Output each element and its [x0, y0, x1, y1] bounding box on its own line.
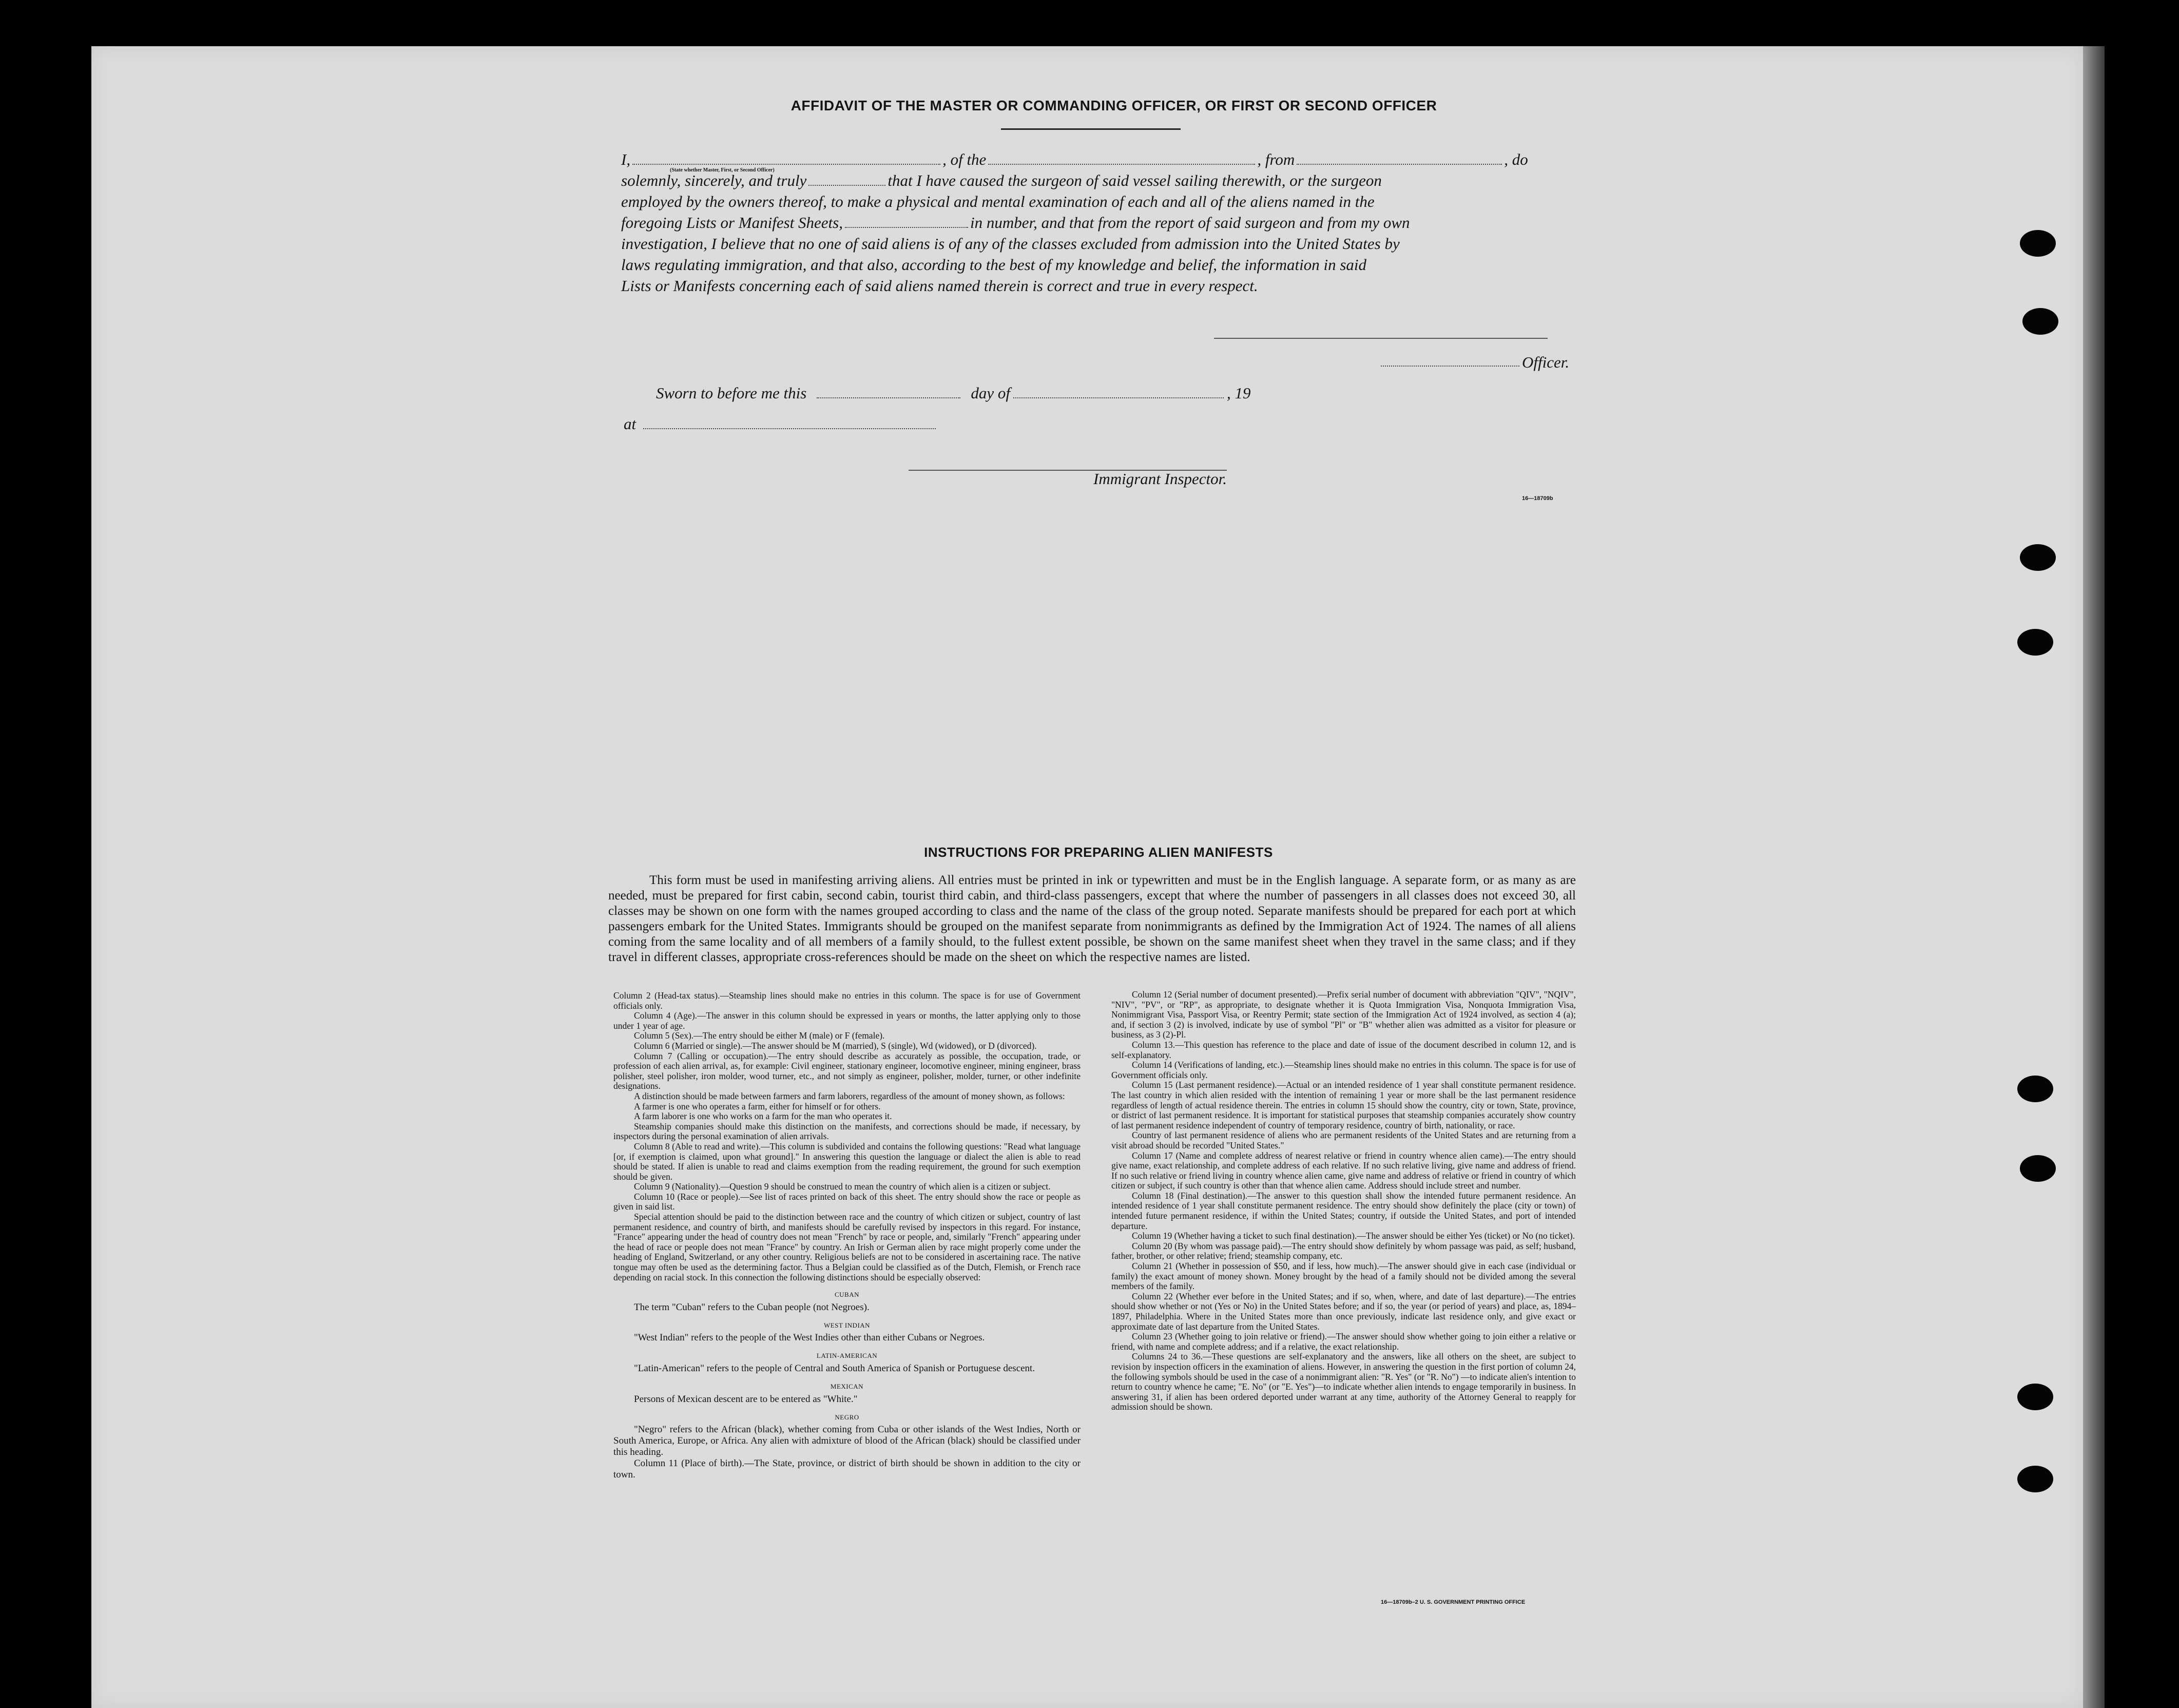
officer-label: Officer.	[1522, 353, 1570, 371]
printing-office-footer: 16—18709b–2 U. S. GOVERNMENT PRINTING OFFICE	[1381, 1599, 1526, 1605]
instructions-intro: This form must be used in manifesting arriving aliens. All entries must be printed in ink or typewritten and must be in the English language. A separate form, or as many as are needed, must be prepared for first cabin, second cabin, tourist third cabin, and third-class passengers, except that where the number of passengers in all classes does not exceed 30, all classes may be shown on one form with the names grouped according to class and the name of the class of the group noted. Separate manifests should be prepared for each port at which passengers embark for the United States. Immigrants should be grouped on the manifest separate from nonimmigrants as defined by the Immigration Act of 1924. The names of all aliens coming from the same locality and of all members of a family should, to the fullest extent possible, be shown on the same manifest sheet when they travel in the same class; and if they travel in different classes, appropriate cross-references should be made on the sheet on which the respective names are listed.	[608, 873, 1576, 964]
vessel-name-field[interactable]	[988, 155, 1255, 165]
form-number: 16—18709b	[1522, 495, 1553, 502]
rank-note: (State whether Master, First, or Second Officer)	[670, 167, 775, 173]
instruction-paragraph: Column 14 (Verifications of landing, etc.).—Steamship lines should make no entries in this column. The space is for use of Government officials only.	[1111, 1060, 1576, 1080]
instruction-paragraph: Column 10 (Race or people).—See list of races printed on back of this sheet. The entry should show the race or people as given in said list.	[613, 1191, 1081, 1212]
punch-hole	[2017, 1466, 2053, 1492]
affidavit-line-5	[621, 233, 1581, 254]
sworn-month-field[interactable]	[1013, 388, 1224, 398]
instructions-title: INSTRUCTIONS FOR PREPARING ALIEN MANIFESTS	[924, 845, 1273, 860]
affidavit-title: AFFIDAVIT OF THE MASTER OR COMMANDING OFFICER, OR FIRST OR SECOND OFFICER	[790, 98, 1437, 113]
punch-hole	[2017, 1384, 2053, 1410]
race-heading: WEST INDIAN	[823, 1321, 871, 1329]
officer-field[interactable]	[1381, 366, 1519, 367]
race-heading: NEGRO	[835, 1413, 859, 1421]
inspector-label: Immigrant Inspector.	[1093, 470, 1227, 488]
instruction-paragraph: "Negro" refers to the African (black), whether coming from Cuba or other islands of the West Indies, North or South America, Europe, or Africa. Any alien with admixture of blood of the African (black) should be classified under this heading.	[613, 1424, 1081, 1458]
affidavit-from: , from	[1257, 150, 1295, 168]
affidavit-text: solemnly, sincerely, and truly	[621, 171, 807, 189]
instruction-paragraph: Persons of Mexican descent are to be entered as "White."	[634, 1393, 858, 1405]
instruction-paragraph: Column 8 (Able to read and write).—This column is subdivided and contains the following questions: "Read what language [or, if exemption is claimed, upon what ground]." In answering this question the language or dialect the alien is able to read should be stated. If alien is unable to read and claims exemption from the reading requirement, the ground for such exemption should be given.	[613, 1141, 1081, 1182]
at-label: at	[624, 415, 637, 433]
instruction-paragraph: Column 13.—This question has reference to the place and date of issue of the document described in column 12, and is self-explanatory.	[1111, 1039, 1576, 1060]
instructions-left-column	[613, 991, 1081, 1481]
instruction-paragraph: Column 9 (Nationality).—Question 9 should be construed to mean the country of which alien is a citizen or subject.	[634, 1181, 1051, 1192]
instruction-paragraph: Special attention should be paid to the distinction between race and the country of which citizen or subject, country of last permanent residence, and country of birth, and manifests should be carefully revised by inspectors in this regard. For instance, "France" appearing under the head of country does not mean "French" by race or people, and, similarly "French" appearing under the head of race or people does not mean "France" by country. An Irish or German alien by race might properly come under the heading of England, Switzerland, or any other country. Religious beliefs are not to be considered in ascertaining race. The native tongue may often be used as the determining factor. Thus a Belgian could be classified as of the Dutch, Flemish, or French race depending on racial stock. In this connection the following distinctions should be especially observed:	[613, 1212, 1081, 1282]
affidavit-text: foregoing Lists or Manifest Sheets,	[621, 214, 843, 232]
affidavit-line-6	[621, 254, 1581, 275]
affidavit-do: , do	[1504, 150, 1528, 168]
title-rule	[1001, 128, 1181, 130]
affidavit-text: Lists or Manifests concerning each of said aliens named therein is correct and true in every respect.	[621, 277, 1258, 295]
affidavit-text: investigation, I believe that no one of said aliens is of any of the classes excluded from admission into the United States by	[621, 235, 1400, 253]
instruction-paragraph: Column 18 (Final destination).—The answer to this question shall show the intended future permanent residence. An intended residence of 1 year shall constitute permanent residence. The entry should show definitely the place (city or town) of intended future permanent residence, if within the United States; country, if outside the United States, and port of intended departure.	[1111, 1190, 1576, 1231]
punch-hole	[2020, 544, 2056, 571]
instruction-paragraph: Column 15 (Last permanent residence).—Actual or an intended residence of 1 year shall constitute permanent residence. The last country in which alien resided with the intention of remaining 1 year or more shall be the last permanent residence regardless of length of actual residence therein. The entries in column 15 should show the country, city or town, State, province, or district of last permanent residence. It is important for statistical purposes that steamship companies accurately show country of last permanent residence independent of country of temporary residence, country of birth, nationality, or race.	[1111, 1080, 1576, 1130]
punch-hole	[2020, 1155, 2056, 1182]
instruction-paragraph: Column 17 (Name and complete address of nearest relative or friend in country whence alien came).—The entry should give name, exact relationship, and complete address of each relative. If no such relative living, give name and address of friend. If no such relative or friend living in country whence alien came, give name and address of relative or friend in country of which citizen or subject, if such country is other than that whence alien came. Address should include street and number.	[1111, 1150, 1576, 1191]
instruction-paragraph: A farm laborer is one who works on a farm for the man who operates it.	[634, 1111, 892, 1122]
affidavit-text: that I have caused the surgeon of said vessel sailing therewith, or the surgeon	[888, 171, 1382, 189]
affidavit-line-1	[621, 149, 1581, 170]
instruction-paragraph: Steamship companies should make this distinction on the manifests, and corrections should be made, if necessary, by inspectors during the personal examination of alien arrivals.	[613, 1121, 1081, 1142]
race-heading: CUBAN	[834, 1291, 859, 1299]
instruction-paragraph: Column 19 (Whether having a ticket to such final destination).—The answer should be either Yes (ticket) or No (no ticket).	[1132, 1231, 1575, 1241]
race-heading: MEXICAN	[830, 1383, 864, 1390]
place-field[interactable]	[643, 419, 936, 429]
instruction-paragraph: A distinction should be made between farmers and farm laborers, regardless of the amount of money shown, as follows:	[634, 1090, 1065, 1101]
affidavit-text: employed by the owners thereof, to make a physical and mental examination of each and all of the aliens named in the	[621, 193, 1375, 210]
instruction-paragraph: Column 21 (Whether in possession of $50, and if less, how much).—The answer should give in each case (individual or family) the exact amount of money shown. Money brought by the head of a family should not be divided among the several members of the family.	[1111, 1261, 1576, 1292]
instruction-paragraph: Column 22 (Whether ever before in the United States; and if so, when, where, and date of last departure).—The entries should show whether or not (Yes or No) in the United States before; and if so, the year (or period of years) and place, as, 1894–1897, Philadelphia. Where in the United States more than once previously, indicate last residence only, and give exact or approximate date of last departure from the United States.	[1111, 1291, 1576, 1332]
instruction-paragraph: Column 23 (Whether going to join relative or friend).—The answer should show whether going to join either a relative or friend, with name and complete address; and if a relative, the exact relationship.	[1111, 1331, 1576, 1352]
sworn-year: , 19	[1226, 384, 1251, 402]
punch-hole	[2017, 1076, 2053, 1102]
punch-hole	[2020, 230, 2056, 257]
affidavit-line-3	[621, 191, 1581, 212]
instruction-paragraph: "West Indian" refers to the people of the West Indies other than either Cubans or Negroes.	[634, 1332, 985, 1344]
affidavit-line-7	[621, 275, 1581, 296]
affidavit-line-4	[621, 212, 1581, 233]
instruction-paragraph: Column 7 (Calling or occupation).—The entry should describe as accurately as possible, the occupation, trade, or profession of each alien arrival, as, for example: Civil engineer, stationary engineer, locomotive engineer, mining engineer, brass polisher, steel polisher, iron molder, wood turner, etc., and not simply as engineer, polisher, molder, turner, or other indefinite designations.	[613, 1050, 1081, 1091]
punch-hole	[2017, 629, 2053, 656]
instruction-paragraph: Column 5 (Sex).—The entry should be either M (male) or F (female).	[634, 1030, 885, 1041]
affidavit-text: in number, and that from the report of said surgeon and from my own	[970, 214, 1410, 232]
instruction-paragraph: Column 4 (Age).—The answer in this column should be expressed in years or months, the latter applying only to those under 1 year of age.	[613, 1010, 1081, 1031]
instructions-right-column	[1111, 990, 1576, 1412]
sworn-day-field[interactable]	[817, 388, 960, 398]
race-heading: LATIN-AMERICAN	[816, 1352, 878, 1360]
instruction-paragraph: Country of last permanent residence of aliens who are permanent residents of the United States and are returning from a visit abroad should be recorded "United States."	[1111, 1130, 1576, 1150]
signature-line[interactable]	[1214, 338, 1548, 339]
sworn-text: Sworn to before me this	[656, 384, 807, 402]
sworn-day-of: day of	[971, 384, 1010, 402]
at-line	[624, 415, 938, 433]
instruction-paragraph: Column 20 (By whom was passage paid).—The entry should show definitely by whom passage was paid, as self; husband, father, brother, or other relative; friend; steamship company, etc.	[1111, 1240, 1576, 1261]
affidavit-text: laws regulating immigration, and that also, according to the best of my knowledge and belief, the information in said	[621, 256, 1367, 274]
instruction-paragraph: Columns 24 to 36.—These questions are self-explanatory and the answers, like all others on the sheet, are subject to revision by inspection officers in the examination of aliens. However, in answering the question in the first portion of column 24, the following symbols should be used in the case of a nonimmigrant alien: "R. Yes" (or "R. No") —to indicate alien's intention to return to country whence he came; "E. No" (or "E. Yes")—to indicate whether alien intends to engage temporarily in business. In answering 31, if alien has been ordered deported under warrant at any time, authority of the Attorney General to reapply for admission should be shown.	[1111, 1351, 1576, 1412]
punch-hole	[2022, 308, 2058, 335]
instruction-paragraph: Column 2 (Head-tax status).—Steamship lines should make no entries in this column. The space is for use of Government officials only.	[613, 990, 1081, 1011]
officer-rank-field[interactable]	[632, 155, 940, 165]
affidavit-of: , of the	[942, 150, 987, 168]
affirmation-field[interactable]	[808, 176, 885, 186]
sworn-line	[656, 384, 1250, 402]
instruction-paragraph: "Latin-American" refers to the people of Central and South America of Spanish or Portuguese descent.	[634, 1363, 1035, 1374]
affidavit-i: I,	[621, 150, 631, 168]
sheet-count-field[interactable]	[845, 218, 968, 228]
instruction-paragraph: Column 11 (Place of birth).—The State, province, or district of birth should be shown in addition to the city or town.	[613, 1458, 1081, 1481]
instruction-paragraph: The term "Cuban" refers to the Cuban people (not Negroes).	[634, 1301, 870, 1313]
instruction-paragraph: A farmer is one who operates a farm, either for himself or for others.	[634, 1101, 881, 1111]
instruction-paragraph: Column 12 (Serial number of document presented).—Prefix serial number of document with abbreviation "QIV", "NQIV", "NIV", "PV", or "RP", as appropriate, to designate whether it is Quota Immigration Visa, Nonquota Immigration Visa, Nonimmigrant Visa, Passport Visa, or Reentry Permit; state section of the Immigration Act of 1924 involved, as section 4 (a); and, if section 3 (2) is involved, indicate by use of symbol "Pl" or "B" whether alien was admitted as a visitor for pleasure or business, as 3 (2)-Pl.	[1111, 989, 1576, 1040]
page-edge	[2083, 46, 2105, 1708]
instruction-paragraph: Column 6 (Married or single).—The answer should be M (married), S (single), Wd (widowed), or D (divorced).	[634, 1040, 1037, 1051]
departure-port-field[interactable]	[1297, 155, 1502, 165]
affidavit-line-2	[621, 170, 1581, 191]
